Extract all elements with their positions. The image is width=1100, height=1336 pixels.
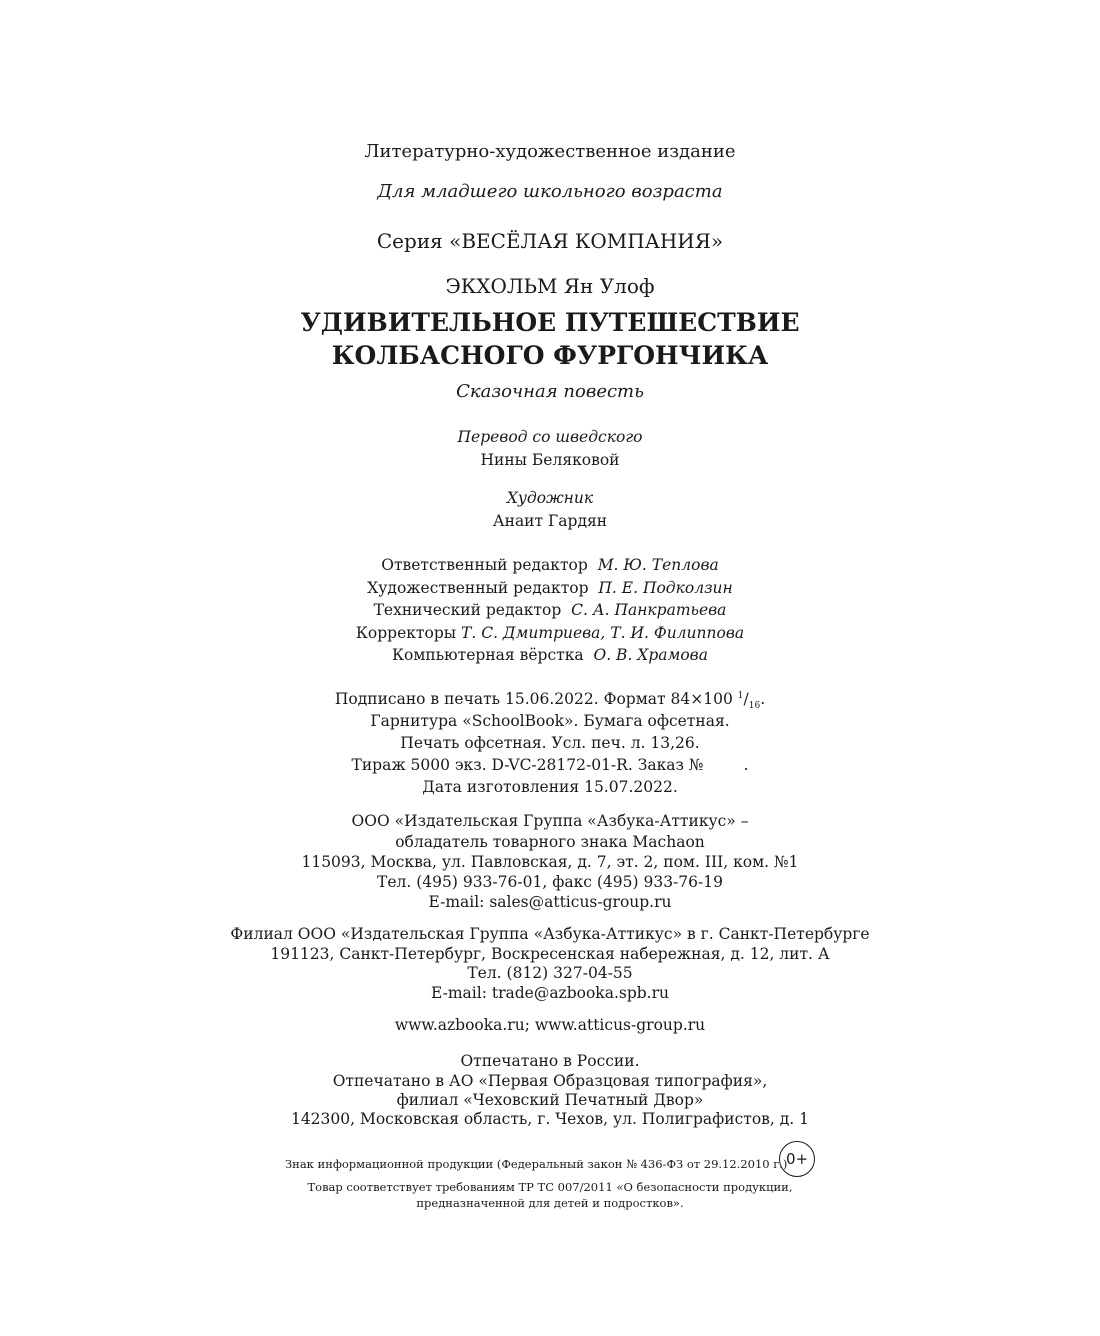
translator-name: Нины Беляковой [480,451,620,469]
print-info-line: Дата изготовления 15.07.2022. [422,778,678,796]
staff-row: Ответственный редактор М. Ю. Теплова [381,556,719,574]
age-group: Для младшего школьного возраста [377,181,723,202]
staff-row: Технический редактор С. А. Панкратьева [373,601,727,619]
publisher-line: 115093, Москва, ул. Павловская, д. 7, эт. 2, пом. III, ком. №1 [301,853,799,871]
title-line-1: УДИВИТЕЛЬНОЕ ПУТЕШЕСТВИЕ [300,308,800,337]
branch-line: E-mail: trade@azbooka.spb.ru [431,984,669,1002]
title-line-2: КОЛБАСНОГО ФУРГОНЧИКА [331,341,769,370]
publisher-line: ООО «Издательская Группа «Азбука-Аттикус» – [351,812,749,830]
age-rating-badge: 0+ [779,1141,815,1177]
print-info-line: Печать офсетная. Усл. печ. л. 13,26. [400,734,700,752]
author: ЭКХОЛЬМ Ян Улоф [445,274,655,298]
branch-line: 191123, Санкт-Петербург, Воскресенская набережная, д. 12, лит. А [270,945,830,963]
publisher-line: Тел. (495) 933-76-01, факс (495) 933-76-19 [377,873,723,891]
compliance-line: предназначенной для детей и подростков». [416,1196,684,1210]
compliance-line: Товар соответствует требованиям ТР ТС 007/2011 «О безопасности продукции, [307,1180,793,1194]
info-sign-text: Знак информационной продукции (Федеральный закон № 436-ФЗ от 29.12.2010 г.) [285,1157,788,1171]
print-info-line: Тираж 5000 экз. D-VC-28172-01-R. Заказ № . [351,756,749,774]
translation-label: Перевод со шведского [457,428,643,446]
staff-row: Компьютерная вёрстка О. В. Храмова [392,646,708,664]
branch-line: Тел. (812) 327-04-55 [467,964,633,982]
illustrator-label: Художник [506,489,594,507]
illustrator-name: Анаит Гардян [492,512,608,530]
branch-line: Филиал ООО «Издательская Группа «Азбука-Аттикус» в г. Санкт-Петербурге [230,925,870,943]
publisher-line: обладатель товарного знака Machaon [395,833,705,851]
series: Серия «ВЕСЁЛАЯ КОМПАНИЯ» [376,229,724,253]
print-info-line: Гарнитура «SchoolBook». Бумага офсетная. [370,712,730,730]
printing-line: 142300, Московская область, г. Чехов, ул. Полиграфистов, д. 1 [290,1110,810,1128]
staff-row: Художественный редактор П. Е. Подколзин [367,579,733,597]
staff-row: Корректоры Т. С. Дмитриева, Т. И. Филиппова [355,624,745,642]
edition-type: Литературно-художественное издание [364,141,736,162]
printing-line: Отпечатано в АО «Первая Образцовая типография», [332,1072,768,1090]
print-info-line: Подписано в печать 15.06.2022. Формат 84×100 $^1/_{16}$. [334,690,766,712]
printing-line: филиал «Чеховский Печатный Двор» [396,1091,704,1109]
publisher-line: E-mail: sales@atticus-group.ru [428,893,672,911]
genre: Сказочная повесть [456,381,644,402]
printing-line: Отпечатано в России. [460,1052,640,1070]
websites: www.azbooka.ru; www.atticus-group.ru [394,1016,706,1034]
